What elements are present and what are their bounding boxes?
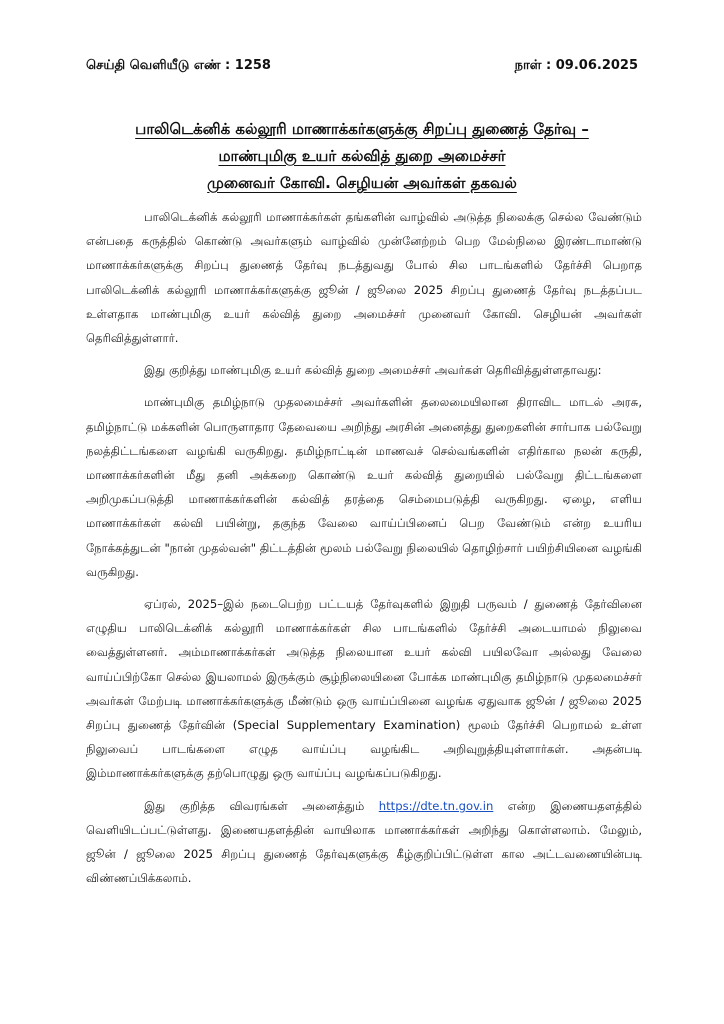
paragraph-5-before-link: இது குறித்த விவரங்கள் அனைத்தும் — [144, 798, 379, 813]
body-text — [86, 205, 642, 898]
dte-website-link[interactable]: https://dte.tn.gov.in — [378, 798, 494, 813]
paragraph-1: பாலிடெக்னிக் கல்லூரி மாணாக்கர்கள் தங்களின் வாழ்வில் அடுத்த நிலைக்கு செல்ல வேண்டும் என்பதை கருத்தில் கொண்டு அவர்களும் வாழ்வில் முன்னேற்றம் பெற மேல்நிலை இரண்டாமாண்டு மாணாக்கர்களுக்கு சிறப்பு துணைத் தேர்வு நடத்துவது போல் சில பாடங்களில் தேர்ச்சி பெறாத பாலிடெக்னிக் கல்லூரி மாணாக்கர்களுக்கு ஜூன் / ஜூலை 2025 சிறப்பு துணைத் தேர்வு நடத்தப்பட உள்ளதாக மாண்புமிகு உயர் கல்வித் துறை அமைச்சர் முனைவர் கோவி. செழியன் அவர்கள் தெரிவித்துள்ளார். — [86, 210, 642, 346]
release-number: செய்தி வெளியீடு எண் : 1258 — [86, 58, 271, 73]
title-line-3: முனைவர் கோவி. செழியன் அவர்கள் தகவல் — [207, 174, 517, 192]
header-row — [86, 58, 638, 80]
release-date: நாள் : 09.06.2025 — [514, 58, 638, 73]
paragraph-2: இது குறித்து மாண்புமிகு உயர் கல்வித் துறை அமைச்சர் அவர்கள் தெரிவித்துள்ளதாவது: — [144, 363, 602, 378]
title-line-1: பாலிடெக்னிக் கல்லூரி மாணாக்கர்களுக்கு சிறப்பு துணைத் தேர்வு – — [135, 120, 589, 138]
page-title — [60, 116, 664, 197]
paragraph-5-after-link: என்ற இணையதளத்தில் வெளியிடப்பட்டுள்ளது. இணையதளத்தின் வாயிலாக மாணாக்கர்கள் அறிந்து கொள்ளலாம். மேலும், ஜூன் / ஜூலை 2025 சிறப்பு துணைத் தேர்வுகளுக்கு கீழ்குறிப்பிட்டுள்ள கால அட்டவணையின்படி விண்ணப்பிக்கலாம். — [86, 798, 642, 886]
paragraph-4: ஏப்ரல், 2025–இல் நடைபெற்ற பட்டயத் தேர்வுகளில் இறுதி பருவம் / துணைத் தேர்வினை எழுதிய பாலிடெக்னிக் கல்லூரி மாணாக்கர்கள் சில பாடங்களில் தேர்ச்சி அடையாமல் நிலுவை வைத்துள்ளனர். அம்மாணாக்கர்கள் அடுத்த நிலையான உயர் கல்வி பயிலவோ அல்லது வேலை வாய்ப்பிற்கோ செல்ல இயலாமல் இருக்கும் சூழ்நிலையினை போக்க மாண்புமிகு தமிழ்நாடு முதலமைச்சர் அவர்கள் மேற்படி மாணாக்கர்களுக்கு மீண்டும் ஒரு வாய்ப்பினை வழங்க ஏதுவாக ஜூன் / ஜூலை 2025 சிறப்பு துணைத் தேர்வின் (Special Supplementary Examination) மூலம் தேர்ச்சி பெறாமல் உள்ள நிலுவைப் பாடங்களை எழுத வாய்ப்பு வழங்கிட அறிவுறுத்தியுள்ளார்கள். அதன்படி இம்மாணாக்கர்களுக்கு தற்பொழுது ஒரு வாய்ப்பு வழங்கப்படுகிறது. — [86, 597, 642, 781]
paragraph-3: மாண்புமிகு தமிழ்நாடு முதலமைச்சர் அவர்களின் தலைமையிலான திராவிட மாடல் அரசு, தமிழ்நாட்டு மக்களின் பொருளாதார தேவையை அறிந்து அரசின் அனைத்து துறைகளின் சார்பாக பல்வேறு நலத்திட்டங்களை வழங்கி வருகிறது. தமிழ்நாட்டின் மாணவச் செல்வங்களின் எதிர்கால நலன் கருதி, மாணாக்கர்களின் மீது தனி அக்கறை கொண்டு உயர் கல்வித் துறையில் பல்வேறு திட்டங்களை அறிமுகப்படுத்தி மாணாக்கர்களின் கல்வித் தரத்தை செம்மைபடுத்தி வருகிறது. ஏழை, எளிய மாணாக்கர்கள் கல்வி பயின்று, தகுந்த வேலை வாய்ப்பினைப் பெற வேண்டும் என்ற உயரிய நோக்கத்துடன் "நான் முதல்வன்" திட்டத்தின் மூலம் பல்வேறு நிலையில் தொழிற்சார் பயிற்சியினை வழங்கி வருகிறது. — [86, 395, 642, 579]
paragraph-5 — [86, 794, 642, 891]
title-line-2: மாண்புமிகு உயர் கல்வித் துறை அமைச்சர் — [218, 147, 506, 165]
